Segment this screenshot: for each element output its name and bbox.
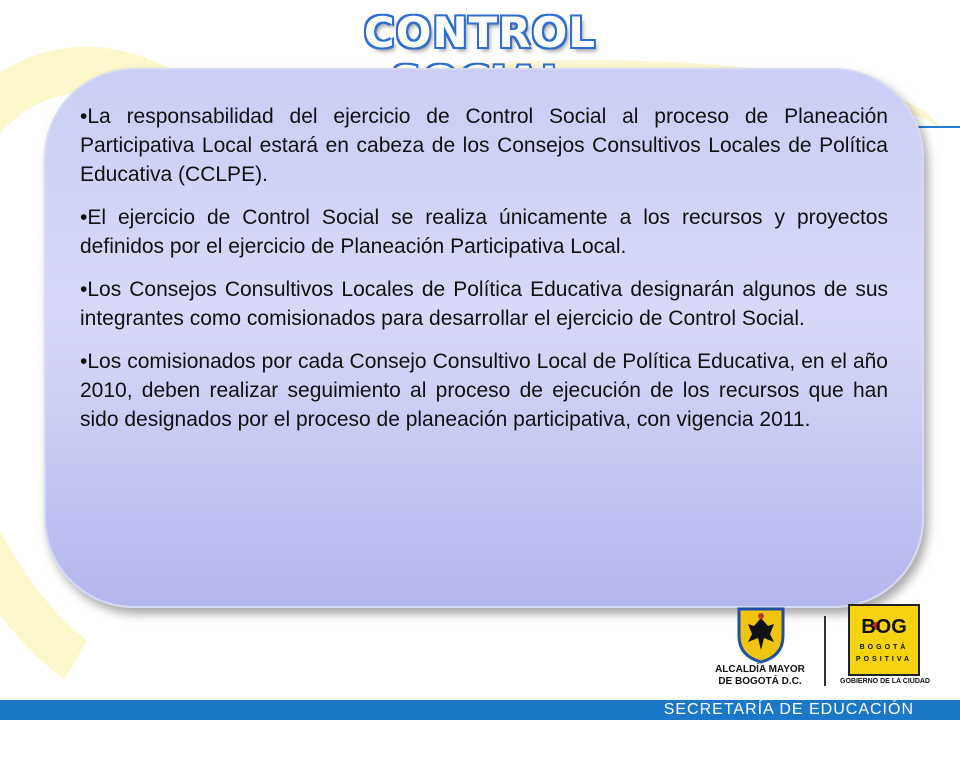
logo-divider: [824, 616, 826, 686]
gobierno-label: GOBIERNO DE LA CIUDAD: [840, 678, 930, 685]
logo-area: [0, 596, 960, 700]
bullet-text: •La responsabilidad del ejercicio de Control Social al proceso de Planeación Participativa Local estará en cabeza de los Consejos Consultivos Locales de Política Educativa (CCLPE).: [80, 105, 888, 186]
bogota-positiva-logo: [848, 604, 920, 676]
bog-logo-subtitle-2: POSITIVA: [855, 656, 913, 663]
secretaria-label: SECRETARÍA DE EDUCACIÓN: [663, 701, 914, 718]
bog-logo-subtitle-1: BOGOTÁ: [859, 644, 909, 651]
bullet-text: •Los comisionados por cada Consejo Consultivo Local de Política Educativa, en el año 2010, deben realizar seguimiento al proceso de ejecución de los recursos que han sido designados por el proceso de planeación participativa, con vigencia 2011.: [80, 350, 888, 431]
alcaldia-name-line1: ALCALDÍA MAYOR: [715, 664, 805, 675]
slide-title: CONTROL: [363, 8, 597, 57]
bog-logo-text: BOG: [861, 616, 907, 638]
footer-bar: [0, 700, 960, 720]
alcaldia-name-line2: DE BOGOTÁ D.C.: [718, 676, 802, 687]
content-card: [44, 68, 924, 608]
bogota-coat-of-arms-icon: [736, 606, 786, 664]
bullet-text: •Los Consejos Consultivos Locales de Política Educativa designarán algunos de sus integrantes como comisionados para desarrollar el ejercicio de Control Social.: [80, 278, 888, 330]
bullet-text: •El ejercicio de Control Social se realiza únicamente a los recursos y proyectos definidos por el ejercicio de Planeación Participativa Local.: [80, 206, 888, 258]
